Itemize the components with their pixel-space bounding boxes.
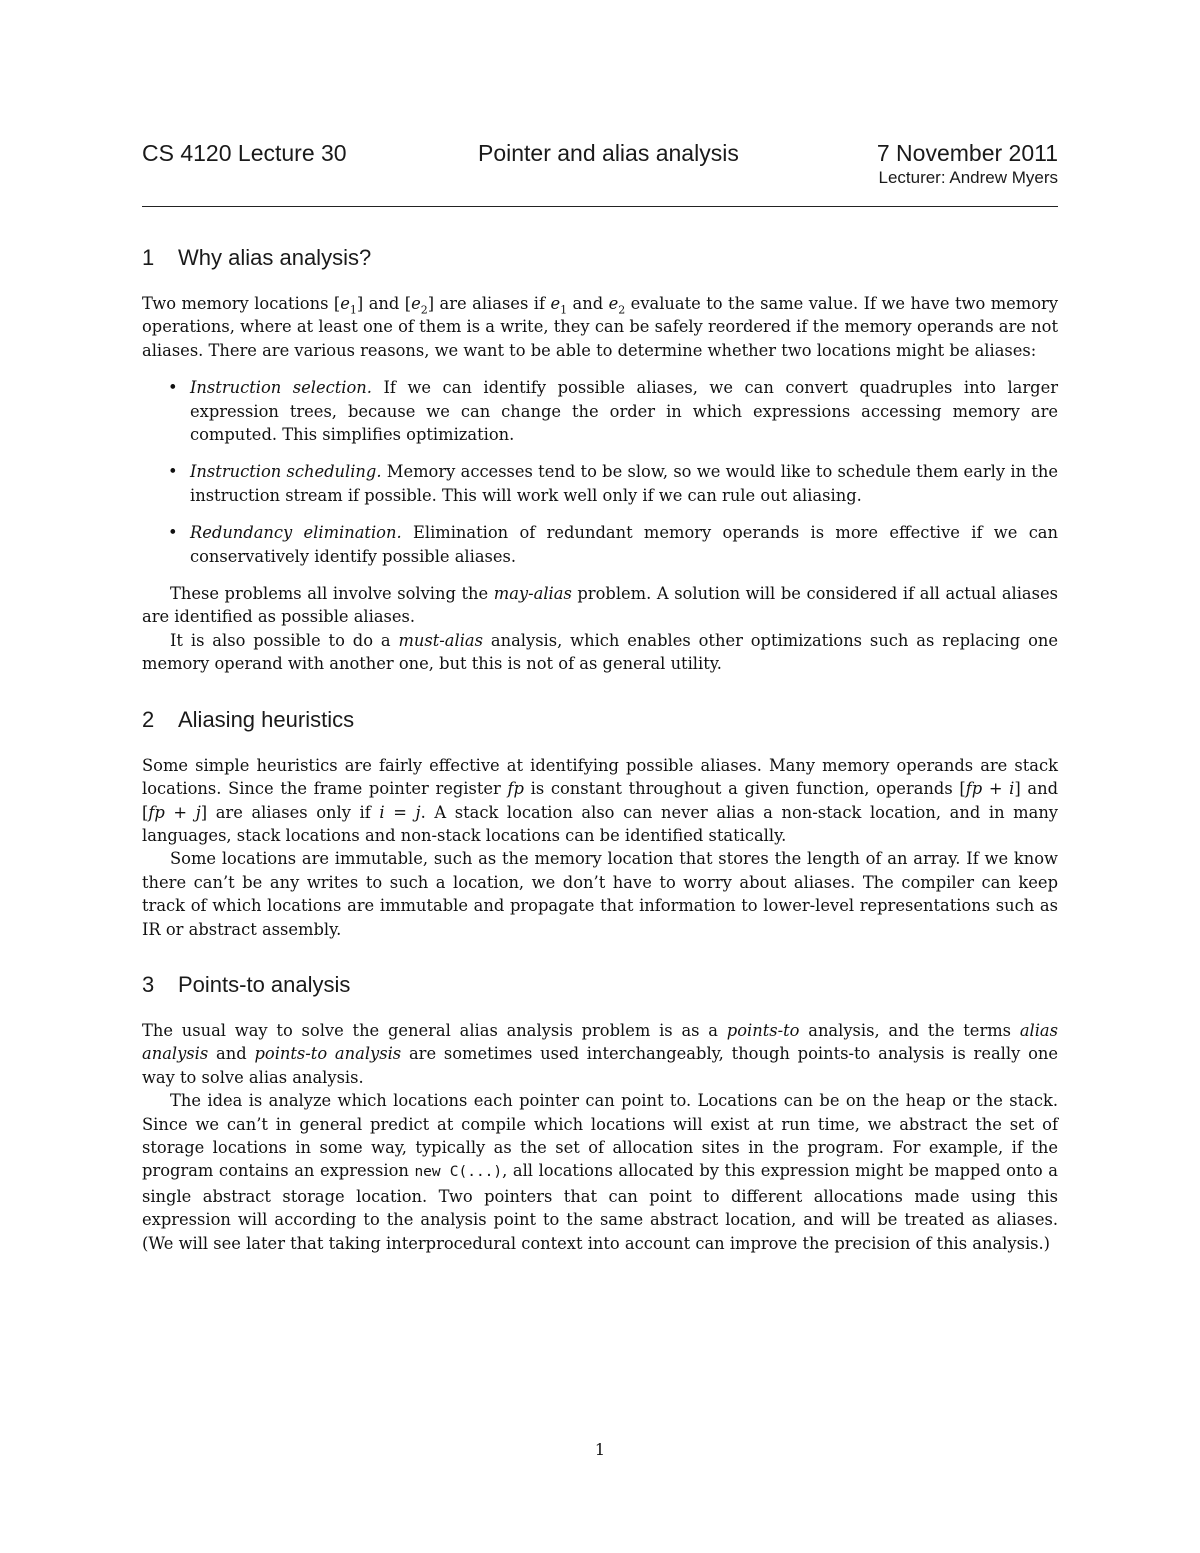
lecture-topic: Pointer and alias analysis [478,140,739,166]
lecture-date: 7 November 2011 [876,140,1058,166]
list-item: • Instruction scheduling. Memory accesses tend to be slow, so we would like to schedule them early in the instruction stream if possible. This will work well only if we can rule out aliasing. [168,462,1058,505]
list-term: Instruction scheduling. [190,462,382,482]
list-item: • Instruction selection. If we can identify possible aliases, we can convert quadruples into larger expression trees, because we can change the order in which expressions accessing memory are computed. This simplifies optimization. [168,378,1058,445]
paragraph: Two memory locations $[e_1]$ and $[e_2]$ are aliases if $e_1$ and $e_2$ evaluate to the same value. If we have two memory operations, where at least one of them is a write, they can be safely reordered if the memory operands are not aliases. There are various reasons, we want to be able to determine whether two locations might be aliases: [142,294,1059,360]
section-number: 3 [142,971,155,997]
page-number: 1 [594,1440,606,1459]
bullet-list [142,376,1058,568]
list-item: • Redundancy elimination. Elimination of redundant memory operands is more effective if we can conservatively identify possible aliases. [168,523,1059,566]
list-term: Redundancy elimination. [190,523,402,543]
list-term: Instruction selection. [190,378,372,398]
header-rule [142,206,1058,207]
section-number: 1 [142,245,155,270]
paragraph: It is also possible to do a must-alias analysis, which enables other optimizations such as replacing one memory operand with another one, but this is not of as general utility. [142,630,1058,674]
paragraph: Some simple heuristics are fairly effective at identifying possible aliases. Many memory operands are stack locations. Since the frame pointer register fp is constant throughout a given function, operands [fp + i] and [fp + j] are aliases only if i = j. A stack location also can never alias a non-stack location, and in many languages, stack locations and non-stack locations can be identified statically. [142,755,1058,845]
bullet-icon: • [168,378,178,398]
paragraph: The idea is analyze which locations each pointer can point to. Locations can be on the heap or the stack. Since we can’t in general predict at compile which locations will exist at run time, we abstract the set of storage locations in some way, typically as the set of allocation sites in the program. For example, if the program contains an expression new C(...), all locations allocated by this expression might be mapped onto a single abstract storage location. Two pointers that can point to different allocations made using this expression will according to the analysis point to the same abstract location, and will be treated as aliases. (We will see later that taking interprocedural context into account can improve the precision of this analysis.) [142,1091,1058,1253]
lecturer-name: Lecturer: Andrew Myers [878,168,1058,187]
section-heading [142,244,1058,272]
section-heading [142,971,1058,999]
code-snippet: new C(...) [414,1164,503,1181]
bullet-icon: • [168,523,178,543]
course-title: CS 4120 Lecture 30 [142,140,347,166]
paragraph: Some locations are immutable, such as the memory location that stores the length of an array. If we know there can’t be any writes to such a location, we don’t have to worry about aliases. The compiler can keep track of which locations are immutable and propagate that information to lower-level representations such as IR or abstract assembly. [142,849,1058,939]
section-title: Why alias analysis? [178,245,372,270]
section-number: 2 [142,706,155,732]
section-title: Points-to analysis [178,971,351,997]
paragraph: These problems all involve solving the may-alias problem. A solution will be considered if all actual aliases are identified as possible aliases. [142,584,1058,627]
section-heading [142,706,1058,734]
paragraph: The usual way to solve the general alias analysis problem is as a points-to analysis, and the terms alias analysis and points-to analysis are sometimes used interchangeably, though points-to analysis is really one way to solve alias analysis. [142,1020,1059,1087]
bullet-icon: • [168,462,178,482]
document-body [142,244,1058,1255]
section-title: Aliasing heuristics [178,706,355,732]
